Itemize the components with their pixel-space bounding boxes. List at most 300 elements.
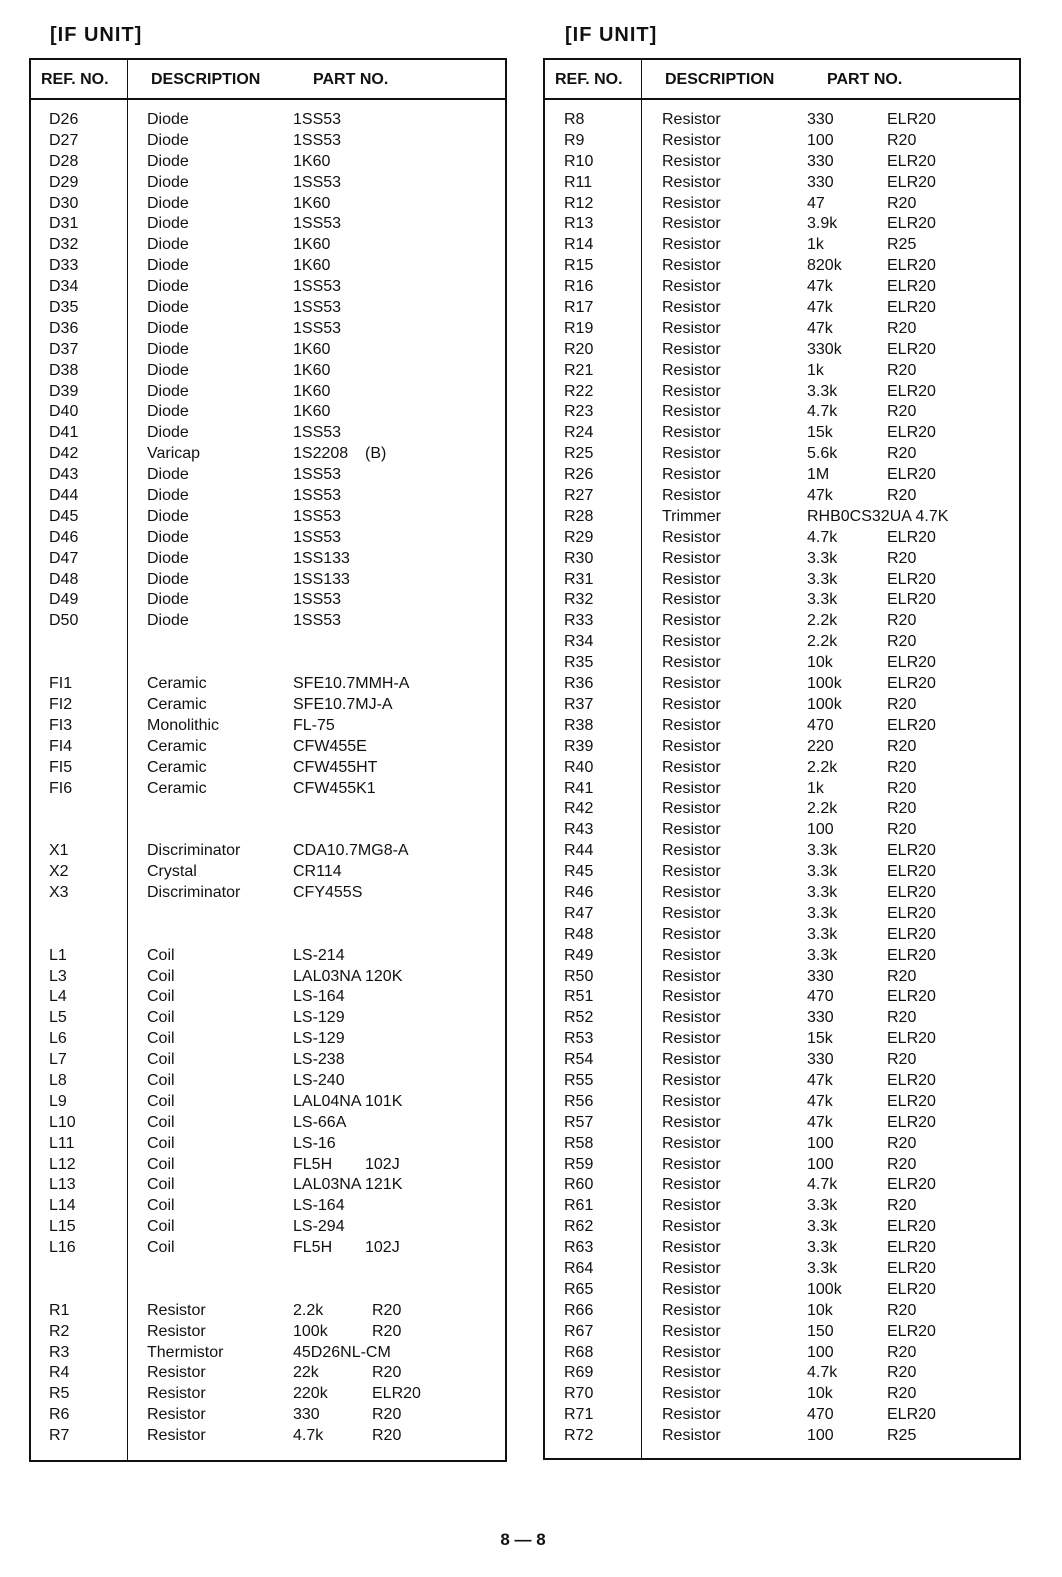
ref-no-cell: FI5 (49, 758, 73, 776)
description-cell: Monolithic (147, 716, 220, 734)
part-no-cell: 4.7k (293, 1427, 324, 1445)
ref-no-cell: D36 (49, 319, 79, 337)
resistor-type-cell: ELR20 (887, 152, 936, 170)
header-description: DESCRIPTION (665, 71, 775, 88)
part-no-cell: LS-129 (293, 1009, 345, 1027)
description-cell: Diode (147, 236, 189, 254)
ref-no-cell: R51 (564, 988, 594, 1006)
part-no-cell: 470 (807, 988, 834, 1006)
table-row (545, 361, 1019, 382)
resistor-type-cell: ELR20 (887, 424, 936, 442)
ref-no-cell: R37 (564, 695, 594, 713)
table-row (31, 695, 505, 716)
resistor-type-cell: R20 (887, 1385, 917, 1403)
table-row (545, 590, 1019, 611)
table-row (545, 1343, 1019, 1364)
part-no-cell: FL5H (293, 1155, 333, 1173)
table-row (545, 173, 1019, 194)
ref-no-cell: R49 (564, 946, 594, 964)
ref-no-cell: L3 (49, 967, 67, 985)
resistor-type-cell: ELR20 (887, 1218, 936, 1236)
table-row (545, 444, 1019, 465)
table-row (545, 1175, 1019, 1196)
description-cell: Resistor (662, 988, 721, 1006)
table-row (545, 1008, 1019, 1029)
description-cell: Resistor (662, 1427, 721, 1445)
part-no-cell: 5.6k (807, 445, 838, 463)
part-no-cell: FL-75 (293, 716, 335, 734)
part-no-cell: LS-238 (293, 1051, 345, 1069)
resistor-type-cell: ELR20 (887, 215, 936, 233)
ref-no-cell: R41 (564, 779, 594, 797)
part-no-cell: 330 (807, 111, 834, 128)
table-row (31, 590, 505, 611)
ref-no-cell: FI1 (49, 675, 73, 693)
table-row (31, 194, 505, 215)
table-row (31, 820, 505, 841)
part-no-cell: 2.2k (807, 800, 838, 818)
ref-no-cell: L14 (49, 1197, 76, 1215)
part-no-cell: LS-129 (293, 1030, 345, 1048)
part-no-cell: 1SS53 (293, 131, 342, 149)
resistor-type-cell: ELR20 (887, 466, 936, 484)
description-cell: Diode (147, 570, 189, 588)
resistor-type-cell: R20 (887, 549, 917, 567)
ref-no-cell: L6 (49, 1030, 67, 1048)
description-cell: Resistor (662, 1280, 721, 1298)
ref-no-cell: R33 (564, 612, 594, 630)
part-no-cell: 1k (807, 779, 824, 797)
part-no-cell: 3.3k (807, 883, 838, 901)
table-row (545, 653, 1019, 674)
resistor-type-cell: R20 (887, 779, 917, 797)
resistor-type-cell: R20 (887, 1051, 917, 1069)
table-row (545, 1155, 1019, 1176)
ref-no-cell: R66 (564, 1301, 594, 1319)
ref-no-cell: D29 (49, 173, 79, 191)
description-cell: Diode (147, 466, 189, 484)
description-cell: Resistor (662, 487, 721, 505)
ref-no-cell: R68 (564, 1343, 594, 1361)
description-cell: Resistor (662, 1197, 721, 1215)
table-row (545, 1050, 1019, 1071)
table-row (31, 507, 505, 528)
ref-no-cell: R24 (564, 424, 594, 442)
ref-no-cell: R16 (564, 278, 594, 296)
table-row (545, 987, 1019, 1008)
resistor-type-cell: R20 (887, 403, 917, 421)
ref-no-cell: L1 (49, 946, 67, 964)
resistor-type-cell: R20 (372, 1364, 402, 1382)
ref-no-cell: D46 (49, 528, 79, 546)
header-ref-no: REF. NO. (41, 71, 109, 88)
table-row (31, 277, 505, 298)
part-no-cell: LS-294 (293, 1218, 345, 1236)
resistor-type-cell: R20 (887, 1134, 917, 1152)
ref-no-cell: R34 (564, 633, 594, 651)
resistor-type-cell: ELR20 (887, 988, 936, 1006)
description-cell: Diode (147, 215, 189, 233)
description-cell: Resistor (662, 1134, 721, 1152)
description-cell: Diode (147, 278, 189, 296)
description-cell: Resistor (662, 152, 721, 170)
description-cell: Diode (147, 549, 189, 567)
table-row (31, 1405, 505, 1426)
description-cell: Diode (147, 591, 189, 609)
ref-no-cell: L10 (49, 1113, 76, 1131)
ref-no-cell: L13 (49, 1176, 76, 1194)
part-suffix-cell: 102J (365, 1155, 400, 1173)
table-row (545, 110, 1019, 131)
description-cell: Resistor (662, 883, 721, 901)
description-cell: Resistor (147, 1427, 206, 1445)
ref-no-cell: D27 (49, 131, 79, 149)
ref-no-cell: FI3 (49, 716, 73, 734)
ref-no-cell: R5 (49, 1385, 70, 1403)
table-row (545, 1071, 1019, 1092)
ref-no-cell: R58 (564, 1134, 594, 1152)
table-row (545, 1259, 1019, 1280)
part-no-cell: LS-66A (293, 1113, 347, 1131)
description-cell: Resistor (662, 654, 721, 672)
description-cell: Coil (147, 967, 175, 985)
description-cell: Resistor (662, 570, 721, 588)
part-no-cell: 1S2208 (293, 445, 349, 463)
table-row (545, 319, 1019, 340)
description-cell: Resistor (662, 319, 721, 337)
table-row (545, 1029, 1019, 1050)
description-cell: Resistor (147, 1301, 206, 1319)
ref-no-cell: R12 (564, 194, 594, 212)
description-cell: Diode (147, 382, 189, 400)
description-cell: Resistor (662, 1322, 721, 1340)
ref-no-cell: R2 (49, 1322, 70, 1340)
ref-no-cell: R42 (564, 800, 594, 818)
part-no-cell: CDA10.7MG8-A (293, 842, 409, 860)
description-cell: Diode (147, 361, 189, 379)
table-row (545, 674, 1019, 695)
part-no-cell: 47k (807, 1113, 833, 1131)
description-cell: Resistor (662, 236, 721, 254)
resistor-type-cell: R20 (887, 131, 917, 149)
resistor-type-cell: ELR20 (887, 570, 936, 588)
part-no-cell: 3.3k (807, 570, 838, 588)
table-row (31, 1092, 505, 1113)
resistor-type-cell: ELR20 (887, 1322, 936, 1340)
description-cell: Coil (147, 1009, 175, 1027)
description-cell: Ceramic (147, 695, 207, 713)
part-no-cell: 1SS53 (293, 528, 342, 546)
ref-no-cell: D40 (49, 403, 79, 421)
resistor-type-cell: R20 (372, 1322, 402, 1340)
description-cell: Coil (147, 1051, 175, 1069)
description-cell: Resistor (662, 299, 721, 317)
table-row (31, 382, 505, 403)
resistor-type-cell: R20 (372, 1301, 402, 1319)
part-no-cell: 1k (807, 236, 824, 254)
description-cell: Resistor (662, 758, 721, 776)
part-no-cell: 100k (807, 695, 842, 713)
resistor-type-cell: ELR20 (887, 340, 936, 358)
part-no-cell: 3.3k (807, 382, 838, 400)
part-no-cell: 1SS53 (293, 173, 342, 191)
description-cell: Resistor (662, 800, 721, 818)
resistor-type-cell: R20 (372, 1427, 402, 1445)
description-cell: Resistor (662, 863, 721, 881)
part-no-cell: CFW455HT (293, 758, 378, 776)
table-row (31, 862, 505, 883)
description-cell: Resistor (662, 549, 721, 567)
description-cell: Resistor (662, 278, 721, 296)
part-no-cell: 100 (807, 131, 834, 149)
resistor-type-cell: ELR20 (887, 842, 936, 860)
table-row (31, 1259, 505, 1280)
part-no-cell: 1SS133 (293, 549, 350, 567)
ref-no-cell: R65 (564, 1280, 594, 1298)
table-row (545, 423, 1019, 444)
ref-no-cell: R44 (564, 842, 594, 860)
description-cell: Diode (147, 152, 189, 170)
part-no-cell: 47 (807, 194, 825, 212)
description-cell: Diode (147, 487, 189, 505)
resistor-type-cell: ELR20 (372, 1385, 421, 1403)
part-no-cell: 3.3k (807, 904, 838, 922)
ref-no-cell: D38 (49, 361, 79, 379)
part-no-cell: 2.2k (293, 1301, 324, 1319)
ref-no-cell: R56 (564, 1092, 594, 1110)
table-row (545, 549, 1019, 570)
resistor-type-cell: R20 (887, 633, 917, 651)
resistor-type-cell: R20 (887, 737, 917, 755)
description-cell: Resistor (662, 904, 721, 922)
part-no-cell: 10k (807, 654, 833, 672)
description-cell: Diode (147, 403, 189, 421)
description-cell: Resistor (662, 215, 721, 233)
resistor-type-cell: R20 (887, 1155, 917, 1173)
part-no-cell: 1SS53 (293, 215, 342, 233)
part-no-cell: 15k (807, 1030, 833, 1048)
part-no-cell: 1K60 (293, 152, 331, 170)
description-cell: Resistor (662, 131, 721, 149)
table-row (545, 1217, 1019, 1238)
table-row (31, 1029, 505, 1050)
table-row (31, 883, 505, 904)
description-cell: Diode (147, 111, 189, 128)
part-no-cell: 3.3k (807, 1239, 838, 1257)
table-row (545, 1363, 1019, 1384)
resistor-type-cell: ELR20 (887, 675, 936, 693)
resistor-type-cell: ELR20 (887, 1030, 936, 1048)
resistor-type-cell: ELR20 (887, 904, 936, 922)
resistor-type-cell: R20 (887, 1364, 917, 1382)
table-row (31, 1301, 505, 1322)
ref-no-cell: R64 (564, 1259, 594, 1277)
part-no-cell: 3.3k (807, 946, 838, 964)
resistor-type-cell: R20 (887, 967, 917, 985)
table-row (31, 632, 505, 653)
table-row (31, 549, 505, 570)
ref-no-cell: D37 (49, 340, 79, 358)
table-row (545, 862, 1019, 883)
part-no-cell: 100 (807, 1343, 834, 1361)
ref-no-cell: D42 (49, 445, 79, 463)
part-suffix-cell: 120K (365, 967, 403, 985)
part-no-cell: 100k (807, 1280, 842, 1298)
description-cell: Coil (147, 1239, 175, 1257)
description-cell: Resistor (662, 403, 721, 421)
description-cell: Resistor (662, 1259, 721, 1277)
page-number: 8 — 8 (500, 1530, 546, 1549)
ref-no-cell: R70 (564, 1385, 594, 1403)
table-row (31, 967, 505, 988)
table-row (31, 1155, 505, 1176)
ref-no-cell: L7 (49, 1051, 67, 1069)
description-cell: Coil (147, 1113, 175, 1131)
table-row (545, 1238, 1019, 1259)
description-cell: Resistor (662, 466, 721, 484)
part-no-cell: 1SS53 (293, 591, 342, 609)
resistor-type-cell: R20 (887, 1197, 917, 1215)
resistor-type-cell: R20 (887, 821, 917, 839)
table-row (31, 173, 505, 194)
description-cell: Ceramic (147, 737, 207, 755)
description-cell: Resistor (662, 1009, 721, 1027)
description-cell: Resistor (147, 1364, 206, 1382)
description-cell: Resistor (662, 1155, 721, 1173)
table-row (545, 402, 1019, 423)
description-cell: Ceramic (147, 779, 207, 797)
part-no-cell: 1M (807, 466, 830, 484)
resistor-type-cell: R20 (887, 612, 917, 630)
description-cell: Ceramic (147, 758, 207, 776)
table-row (545, 1092, 1019, 1113)
resistor-type-cell: ELR20 (887, 863, 936, 881)
part-suffix-cell: 121K (365, 1176, 403, 1194)
description-cell: Ceramic (147, 675, 207, 693)
part-no-cell: 1K60 (293, 361, 331, 379)
description-cell: Resistor (662, 1092, 721, 1110)
ref-no-cell: R61 (564, 1197, 594, 1215)
description-cell: Resistor (662, 257, 721, 275)
ref-no-cell: R25 (564, 445, 594, 463)
resistor-type-cell: R20 (887, 194, 917, 212)
table-row (31, 465, 505, 486)
description-cell: Diode (147, 131, 189, 149)
resistor-type-cell: R20 (887, 445, 917, 463)
part-no-cell: 820k (807, 257, 842, 275)
table-row (31, 716, 505, 737)
description-cell: Diode (147, 507, 189, 525)
part-no-cell: 330 (807, 1009, 834, 1027)
table-header (545, 60, 1019, 100)
description-cell: Coil (147, 1197, 175, 1215)
resistor-type-cell: R25 (887, 1427, 917, 1445)
ref-no-cell: R21 (564, 361, 594, 379)
table-row (31, 1050, 505, 1071)
table-row (545, 779, 1019, 800)
resistor-type-cell: ELR20 (887, 382, 936, 400)
table-row (545, 1384, 1019, 1405)
table-row (545, 904, 1019, 925)
part-no-cell: 47k (807, 319, 833, 337)
ref-no-cell: D31 (49, 215, 79, 233)
table-row (545, 799, 1019, 820)
table-row (545, 1426, 1019, 1447)
description-cell: Resistor (662, 1239, 721, 1257)
ref-no-cell: R55 (564, 1071, 594, 1089)
table-row (545, 486, 1019, 507)
header-ref-no: REF. NO. (555, 71, 623, 88)
ref-no-cell: L5 (49, 1009, 67, 1027)
ref-no-cell: R22 (564, 382, 594, 400)
description-cell: Coil (147, 1155, 175, 1173)
description-cell: Diode (147, 528, 189, 546)
table-row (31, 737, 505, 758)
ref-no-cell: D39 (49, 382, 79, 400)
table-row (545, 298, 1019, 319)
ref-no-cell: L15 (49, 1218, 76, 1236)
part-no-cell: 1SS53 (293, 299, 342, 317)
ref-no-cell: R69 (564, 1364, 594, 1382)
table-row (545, 1322, 1019, 1343)
description-cell: Coil (147, 1134, 175, 1152)
ref-no-cell: R4 (49, 1364, 70, 1382)
description-cell: Resistor (662, 1364, 721, 1382)
description-cell: Varicap (147, 445, 201, 463)
part-no-cell: 2.2k (807, 633, 838, 651)
part-no-cell: 1SS53 (293, 319, 342, 337)
description-cell: Resistor (662, 633, 721, 651)
resistor-type-cell: R20 (887, 1009, 917, 1027)
table-row (31, 1196, 505, 1217)
part-no-cell: 1K60 (293, 236, 331, 254)
part-no-cell: CFY455S (293, 883, 363, 901)
resistor-type-cell: ELR20 (887, 111, 936, 128)
table-row (31, 674, 505, 695)
table-row (31, 653, 505, 674)
table-row (31, 340, 505, 361)
description-cell: Resistor (662, 1301, 721, 1319)
table-row (31, 256, 505, 277)
part-no-cell: 330 (807, 967, 834, 985)
description-cell: Resistor (662, 1113, 721, 1131)
table-row (31, 841, 505, 862)
part-no-cell: 2.2k (807, 612, 838, 630)
part-no-cell: 150 (807, 1322, 834, 1340)
right-parts-table (543, 58, 1021, 1460)
description-cell: Resistor (662, 591, 721, 609)
ref-no-cell: L8 (49, 1071, 67, 1089)
table-row (31, 1113, 505, 1134)
ref-no-cell: R7 (49, 1427, 70, 1445)
part-no-cell: 220 (807, 737, 834, 755)
ref-no-cell: R9 (564, 131, 585, 149)
table-row (545, 570, 1019, 591)
description-cell: Resistor (662, 1406, 721, 1424)
table-row (545, 214, 1019, 235)
ref-no-cell: D33 (49, 257, 79, 275)
description-cell: Diode (147, 173, 189, 191)
ref-no-cell: L12 (49, 1155, 76, 1173)
description-cell: Crystal (147, 863, 197, 881)
ref-no-cell: R38 (564, 716, 594, 734)
resistor-type-cell: ELR20 (887, 1280, 936, 1298)
ref-no-cell: D34 (49, 278, 79, 296)
ref-no-cell: D50 (49, 612, 79, 630)
table-row (31, 987, 505, 1008)
table-row (545, 256, 1019, 277)
ref-no-cell: D43 (49, 466, 79, 484)
